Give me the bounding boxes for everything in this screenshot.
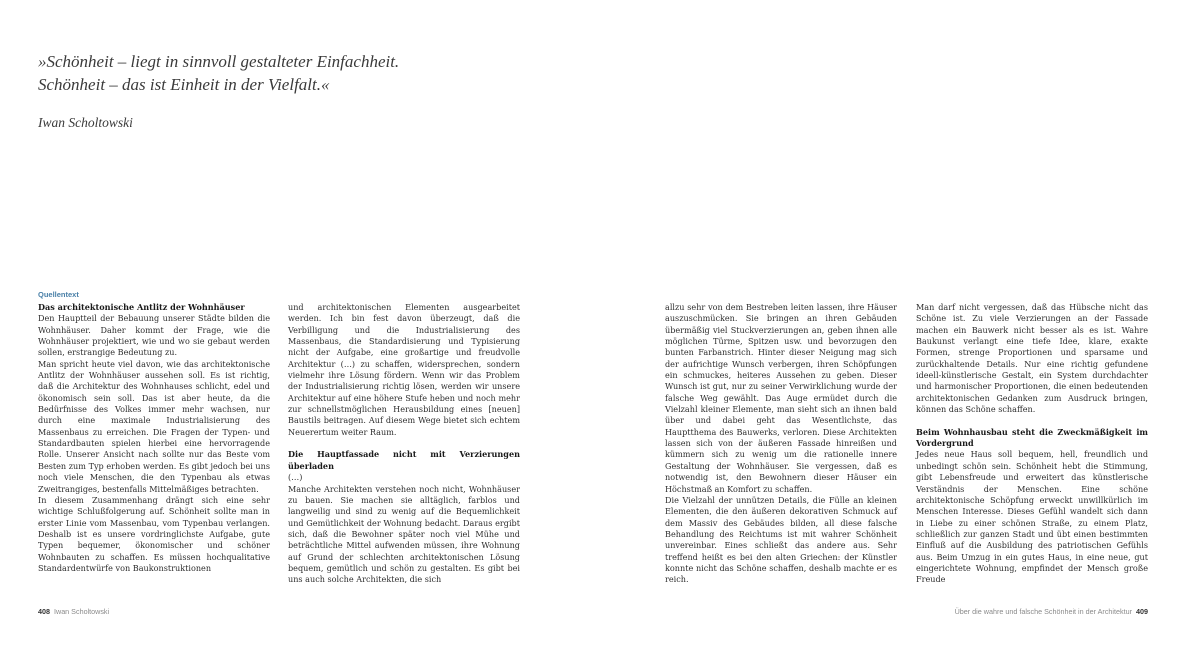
paragraph: allzu sehr von dem Bestreben leiten lassen, ihre Häuser auszuschmücken. Sie bringen an ihren Gebäuden übermäßig viel Stuckverzierungen an, geben ihnen alle möglichen Türme, Spitzen usw. und bevorzugen den bunten Farbanstrich. Hinter dieser Neigung mag sich der aufrichtige Wunsch verbergen, ihren Schöpfungen ein schmuckes, heiteres Aussehen zu geben. Dieser Wunsch ist gut, nur zu seiner Verwirklichung wurde der falsche Weg gewählt. Das Auge ermüdet durch die Vielzahl kleiner Elemente, man sieht sich an ihnen bald über und dabei geht das Wesentlichste, das Hauptthema des Bauwerks, verloren. Diese Architekten lassen sich von der äußeren Fassade hinreißen und kümmern sich zu wenig um die rationelle innere Gestaltung der Wohnhäuser. Sie vergessen, daß es notwendig ist, den Bewohnern dieser Häuser ein Höchstmaß an Komfort zu schaffen. (665, 302, 897, 494)
paragraph: In diesem Zusammenhang drängt sich eine sehr wichtige Schlußfolgerung auf. Schönheit sollte man in erster Linie vom Massenbau, vom Typenbau verlangen. Deshalb ist es unsere vordringlichste Aufgabe, gute Typen bequemer, ökonomischer und schöner Wohnbauten zu schaffen. Es müssen hochqualitative Standardentwürfe von Baukonstruktionen (38, 494, 270, 573)
epigraph-quote (38, 50, 399, 134)
quote-line-2: Schönheit – das ist Einheit in der Vielfalt.« (38, 75, 330, 94)
running-head-title: Über die wahre und falsche Schönheit in der Architektur (954, 607, 1132, 616)
page-number-left: 408 (38, 607, 50, 616)
paragraph: Den Hauptteil der Bebauung unserer Städte bilden die Wohnhäuser. Daher kommt der Frage, wie die Wohnhäuser projektiert, wie und wo sie gebaut werden sollen, erstrangige Bedeutung zu. (38, 313, 270, 358)
paragraph: Die Vielzahl der unnützen Details, die Fülle an kleinen Elementen, die den äußeren dekorativen Schmuck auf dem Massiv des Gebäudes bilden, all diese falsche Behandlung des Reichtums ist mit wahrer Schönheit unvereinbar. Eines schließt das andere aus. Sehr treffend heißt es bei den alten Griechen: der Künstler konnte nicht das Schöne schaffen, deshalb machte er es reich. (665, 494, 897, 585)
column-2-heading: Die Hauptfassade nicht mit Verzierungen überladen (288, 449, 520, 471)
column-4-heading: Beim Wohnhausbau steht die Zweckmäßigkeit im Vordergrund (916, 426, 1148, 449)
text-column-2 (288, 302, 520, 586)
quote-author: Iwan Scholtowski (38, 115, 133, 130)
paragraph: und architektonischen Elementen ausgearbeitet werden. Ich bin fest davon überzeugt, daß die Verbilligung und die Industrialisierung des Massenbaus, die Standardisierung und Typisierung nicht der Aufgabe, eine großartige und freudvolle Architektur (…) zu schaffen, widersprechen, sondern vielmehr ihre Lösung fördern. Wenn wir das Problem der Industrialisierung richtig lösen, werden wir unsere Architektur auf eine höhere Stufe heben und noch mehr zur schnellstmöglichen Herausbildung eines [neuen] Baustils beitragen. Auf diesem Wege bietet sich echtem Neuerertum weiter Raum. (288, 302, 520, 437)
page-number-right: 409 (1136, 607, 1148, 616)
text-column-1 (38, 302, 270, 574)
column-1-heading: Das architektonische Antlitz der Wohnhäuser (38, 302, 245, 312)
paragraph: Manche Architekten verstehen noch nicht, Wohnhäuser zu bauen. Sie machen sie alltäglich, farblos und langweilig und sind zu wenig auf die Bequemlichkeit und Gemütlichkeit der Wohnung bedacht. Daraus ergibt sich, daß die Bewohner später noch viel Mühe und beträchtliche Mittel aufwenden müssen, ihre Wohnung auf Grund der schlechten architektonischen Lösung bequem, gemütlich und schön zu gestalten. Es gibt bei uns auch solche Architekten, die sich (288, 483, 520, 585)
running-head-author: Iwan Scholtowski (54, 607, 110, 616)
paragraph: Man darf nicht vergessen, daß das Hübsche nicht das Schöne ist. Zu viele Verzierungen an der Fassade machen ein Bauwerk nicht besser als es ist. Wahre Baukunst verlangt eine tiefe Idee, klare, exakte Formen, strenge Proportionen und sparsame und zurückhaltende Details. Nur eine richtig gefundene ideell-künstlerische Gestalt, ein System durchdachter und harmonischer Proportionen, die einen bedeutenden architektonischen Gedanken zum Ausdruck bringen, können das Schöne schaffen. (916, 302, 1148, 415)
footer-left (38, 607, 109, 616)
footer-right (955, 607, 1148, 616)
text-column-4 (916, 302, 1148, 586)
ellipsis: (…) (288, 472, 303, 483)
quote-line-1: »Schönheit – liegt in sinnvoll gestalteter Einfachheit. (38, 52, 400, 71)
section-label: Quellentext (38, 290, 79, 299)
text-column-3 (665, 302, 897, 586)
paragraph: Man spricht heute viel davon, wie das architektonische Antlitz der Wohnhäuser aussehen soll. Es ist richtig, daß die Architektur des Wohnhauses schlicht, edel und ökonomisch sein soll. Das ist aber heute, da die Bedürfnisse des Volkes immer mehr wachsen, nur durch eine maximale Industrialisierung des Massenbaus zu erreichen. Die Fragen der Typen- und Standardbauten spielen hierbei eine hervorragende Rolle. Unserer Ansicht nach sollte nur das Beste vom Besten zum Typ erhoben werden. Es gibt jedoch bei uns noch viele Menschen, die den Typenbau als etwas Zweitrangiges, bestenfalls Mittelmäßiges betrachten. (38, 358, 270, 494)
paragraph: Jedes neue Haus soll bequem, hell, freundlich und unbedingt schön sein. Schönheit hebt die Stimmung, gibt Lebensfreude und erweitert das künstlerische Verständnis der Menschen. Eine schöne architektonische Schöpfung erweckt unwillkürlich im Menschen Interesse. Dieses Gefühl wandelt sich dann in Liebe zu einer schönen Straße, zu einem Platz, schließlich zur ganzen Stadt und übt einen bestimmten Einfluß auf die Ausbildung des patriotischen Gefühls aus. Beim Umzug in ein gutes Haus, in eine neue, gut eingerichtete Wohnung, empfindet der Mensch große Freude (916, 449, 1148, 585)
